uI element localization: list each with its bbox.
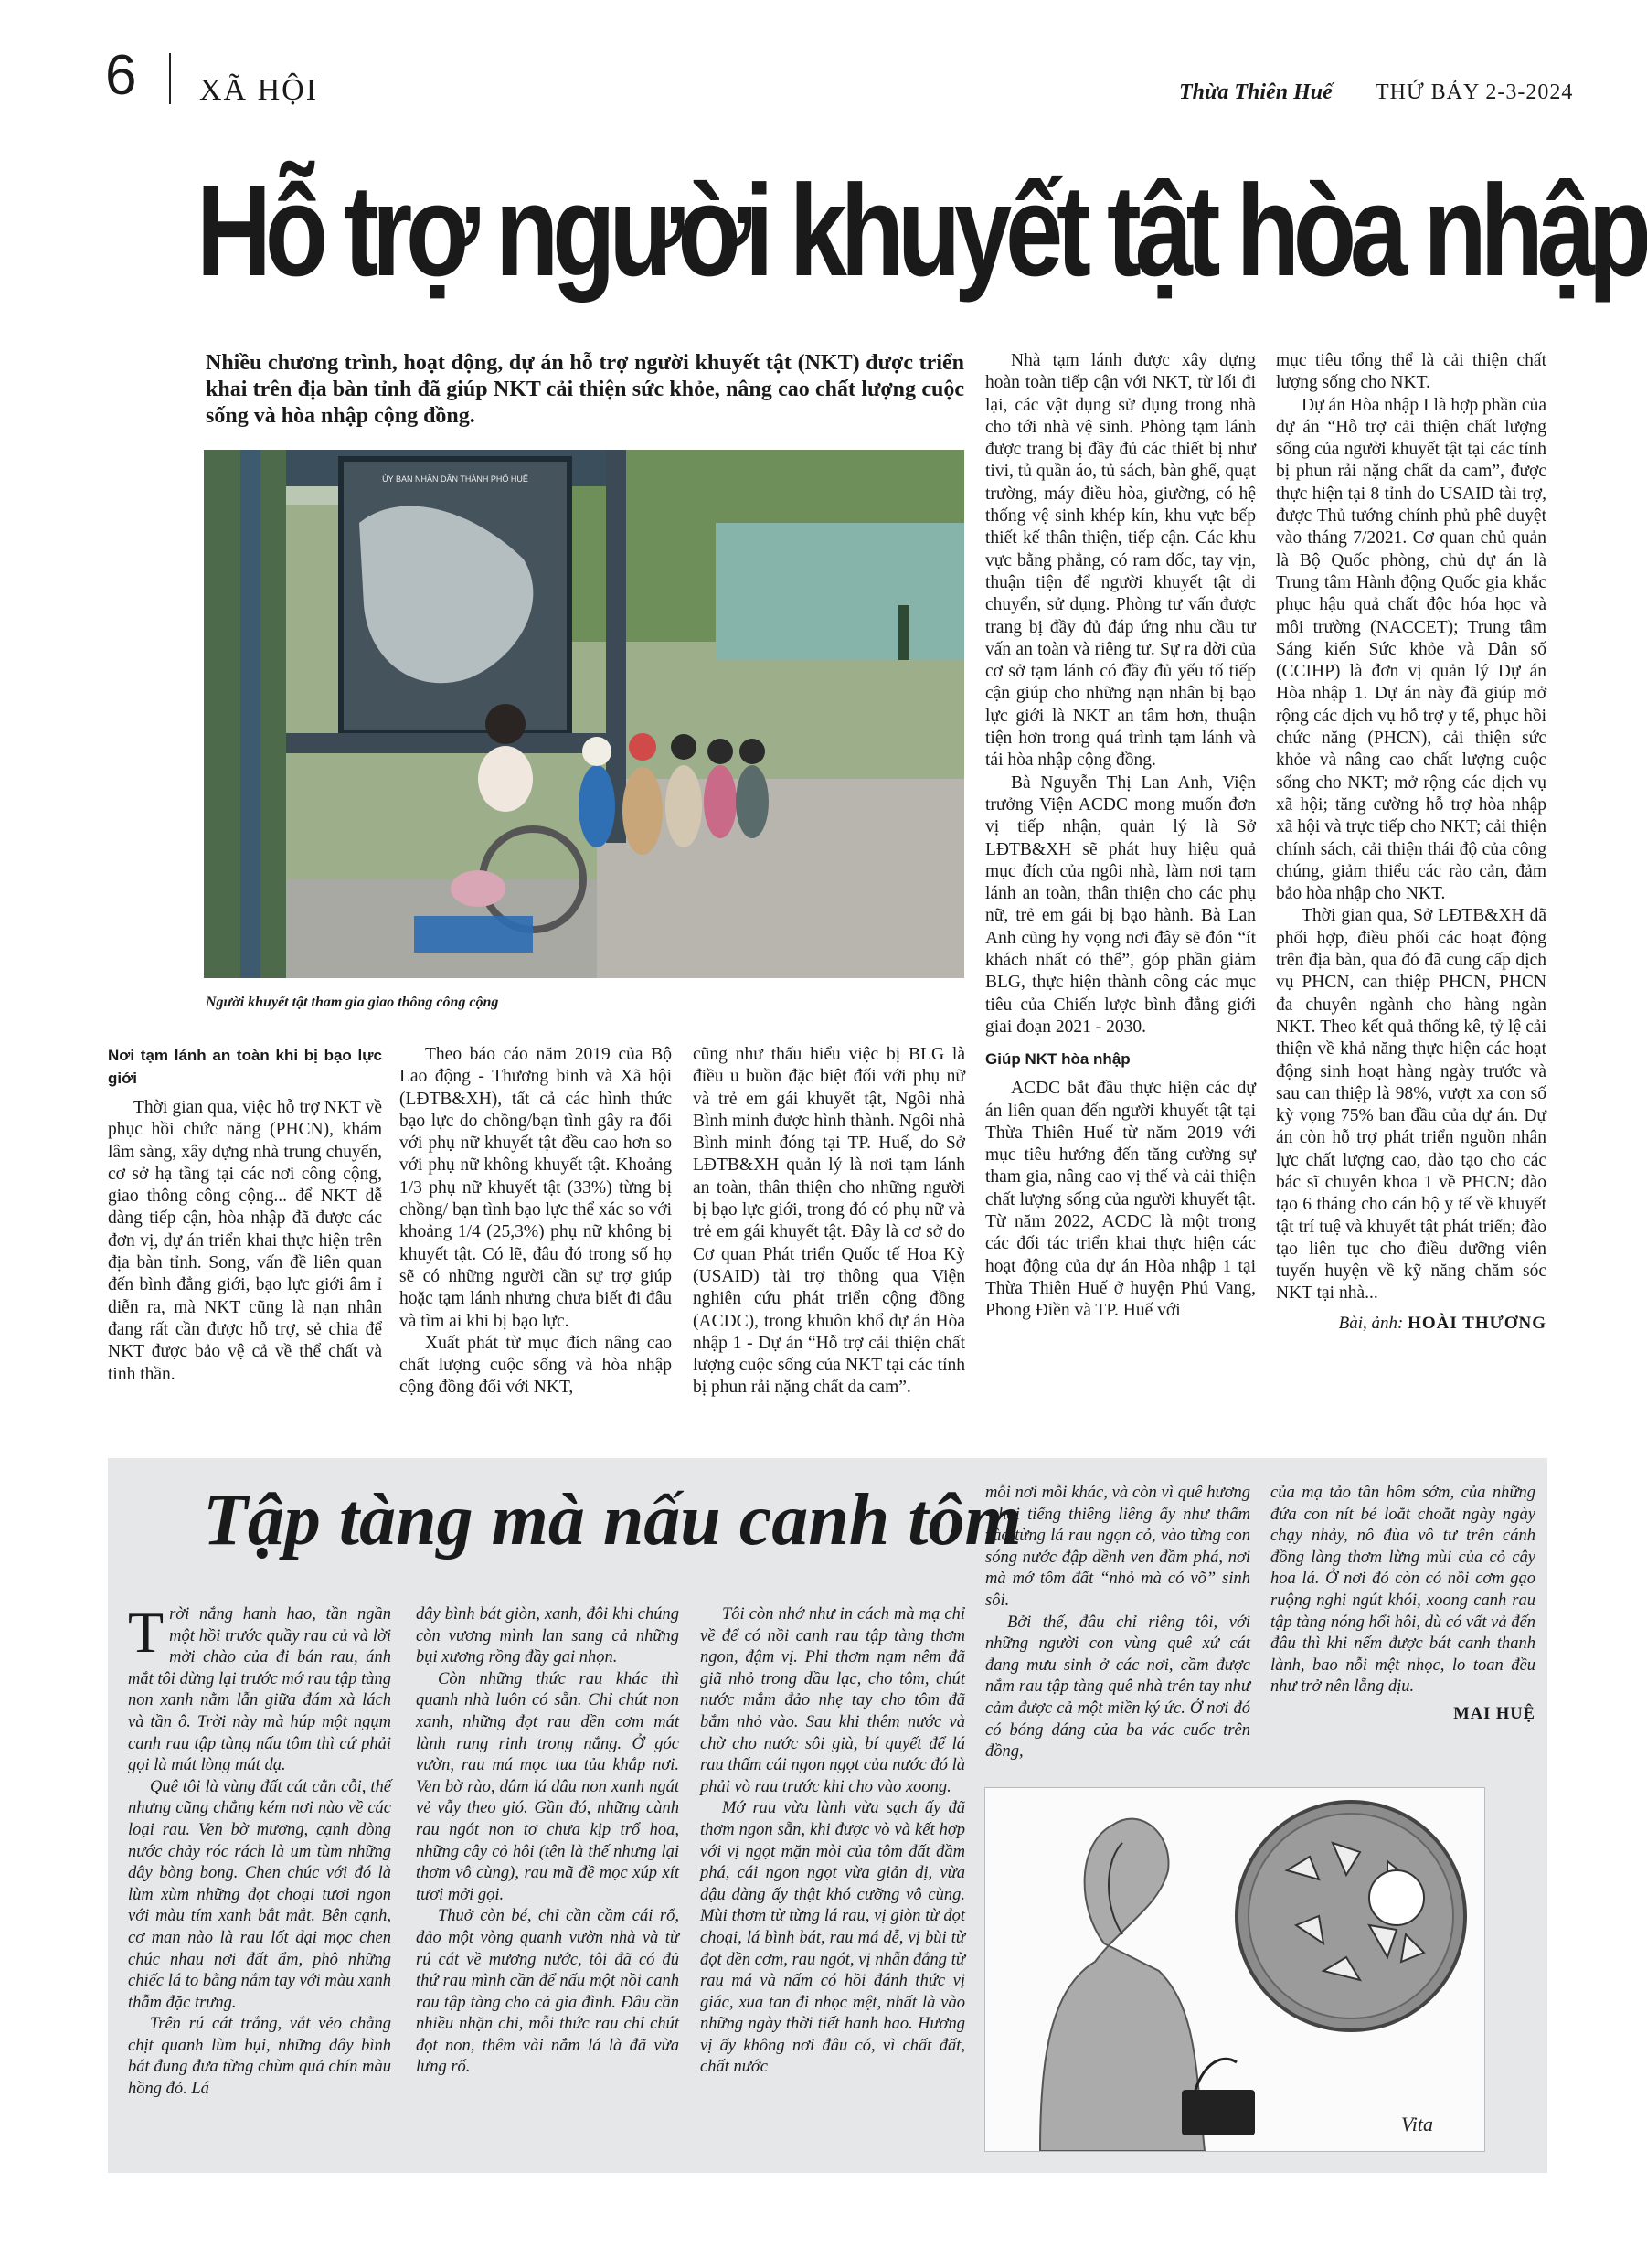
paragraph: Bởi thế, đâu chỉ riêng tôi, với những người con vùng quê xứ cát đang mưu sinh ở các nơi, cầm được nắm rau tập tàng quê nhà trên tay như cảm được cả một miền ký ức. Ở nơi đó có bóng dáng của ba vác cuốc trên đồng,: [985, 1613, 1250, 1762]
paragraph: cũng như thấu hiểu việc bị BLG là điều u buồn đặc biệt đối với phụ nữ và trẻ em gái khuyết tật, Ngôi nhà Bình minh được hình thành. Ngôi nhà Bình minh đóng tại TP. Huế, do Sở LĐTB&XH quản lý là nơi tạm lánh an toàn, thân thiện cho những người bị bạo lực giới, trong đó có phụ nữ và trẻ em gái khuyết tật. Đây là cơ sở do Cơ quan Phát triển Quốc tế Hoa Kỳ (USAID) tài trợ thông qua Viện nghiên cứu phát triển cộng đồng (ACDC), trong khuôn khổ dự án Hòa nhập 1 - Dự án “Hỗ trợ cải thiện chất lượng cuộc sống của NKT tại các tỉnh bị phun rải nặng chất da cam”.: [693, 1045, 965, 1398]
paragraph: Tôi còn nhớ như in cách mà mạ chỉ về để có nồi canh rau tập tàng thơm ngon, đậm vị. Phi thơm nạm nêm đã giã nhỏ trong dầu lạc, cho tôm, chút nước mắm đảo nhẹ tay cho tôm đã bắm nhỏ vào. Sau khi thêm nước và chờ cho nước sôi già, bí quyết để lá rau thấm cái ngon ngọt của nước đó là phải vò rau trước khi cho vào xoong.: [700, 1605, 965, 1796]
subhead-integration: Giúp NKT hòa nhập: [985, 1050, 1131, 1069]
paragraph: mỗi nơi mỗi khác, và còn vì quê hương - hai tiếng thiêng liêng ấy như thấm vào từng lá rau ngọn cỏ, vào từng con sóng nước đập dềnh ven đầm phá, nơi mà mớ tôm đất “nhỏ mà có võ” sinh sôi.: [985, 1484, 1250, 1610]
paragraph: Theo báo cáo năm 2019 của Bộ Lao động - Thương binh và Xã hội (LĐTB&XH), tất cả các hình thức bạo lực do chồng/bạn tình gây ra đối với phụ nữ khuyết tật đều cao hơn so với phụ nữ không khuyết tật. Khoảng 1/3 phụ nữ khuyết tật (33%) từng bị chồng/ bạn tình bạo lực thể xác so với khoảng 1/4 (25,3%) phụ nữ không bị khuyết tật. Có lẽ, đâu đó trong số họ sẽ có những người cần sự trợ giúp hoặc tạm lánh nhưng chưa biết đi đâu và tìm ai khi bị bạo lực.: [399, 1045, 672, 1331]
paragraph-text: rời nắng hanh hao, tần ngần một hồi trước quầy rau củ và lời mời chào của đi bán rau, ánh mắt tôi dừng lại trước mớ rau tập tàng non xanh nằm lẫn giữa đám xà lách và tần ô. Trời này mà húp một ngụm canh rau tập tàng nấu tôm thì cứ phải gọi là mát lòng mát dạ.: [128, 1605, 391, 1775]
publication-name: Thừa Thiên Huế: [1179, 80, 1333, 104]
woman-with-basket-drawing: [985, 1788, 1484, 2151]
byline-label: Bài, ảnh:: [1338, 1313, 1404, 1333]
essay-illustration: [984, 1787, 1485, 2152]
paragraph: Thời gian qua, việc hỗ trợ NKT về phục hồi chức năng (PHCN), khám lâm sàng, xây dựng nhà trung chuyển, cơ sở hạ tầng tại các nơi công cộng, giao thông công cộng... để NKT dễ dàng tiếp cận, hòa nhập đã được các đơn vị, dự án triển khai thực hiện trên địa bàn tỉnh. Song, vấn đề liên quan đến bình đẳng giới, bạo lực giới âm ỉ diễn ra, mà NKT cũng là nạn nhân đang rất cần được hỗ trợ, sẻ chia để NKT được bảo vệ cả về thể chất và tinh thần.: [108, 1098, 382, 1384]
byline-author: HOÀI THƯƠNG: [1408, 1313, 1546, 1333]
paragraph: Quê tôi là vùng đất cát cằn cỗi, thế nhưng cũng chẳng kém nơi nào về các loại rau. Ven bờ mương, cạnh dòng nước chảy róc rách là um tùm những dây bòng bong. Chen chúc với đó là lùm xùm những đọt choại tươi ngon với màu tím xanh bắt mắt. Bên cạnh, cơ man nào là rau lốt dại mọc chen chúc nhau nơi đất ẩm, phô những chiếc lá to bằng nắm tay với màu xanh thẫm đặc trưng.: [128, 1777, 391, 2012]
paragraph: Dự án Hòa nhập I là hợp phần của dự án “Hỗ trợ cải thiện chất lượng sống của người khuyết tật tại các tỉnh bị phun rải nặng chất da cam”, được thực hiện tại 8 tỉnh do USAID tài trợ, được Thủ tướng chính phủ phê duyệt vào tháng 7/2021. Cơ quan chủ quản là Bộ Quốc phòng, chủ dự án là Trung tâm Hành động Quốc gia khắc phục hậu quả chất độc hóa học và môi trường (NACCET); Trung tâm Sáng kiến Sức khỏe và Dân số (CCIHP) là đơn vị quản lý Dự án Hòa nhập 1. Dự án này đã giúp mở rộng các dịch vụ hỗ trợ y tế, phục hồi chức năng (PHCN), cải thiện sức khỏe và nâng cao chất lượng cuộc sống cho NKT; mở rộng các dịch vụ xã hội; tăng cường hỗ trợ hòa nhập xã hội và trực tiếp cho NKT; cải thiện chính sách, cải thiện thái độ của công chúng, giảm thiểu các rào cản, đảm bảo hòa nhập cho NKT.: [1276, 395, 1546, 904]
article-byline: [1276, 1313, 1546, 1335]
article-column-1: [108, 1044, 382, 1386]
photo-caption: Người khuyết tật tham gia giao thông công cộng: [206, 995, 499, 1010]
article-column-5: [1276, 350, 1546, 1335]
paragraph: Thuở còn bé, chỉ cần cầm cái rổ, đảo một vòng quanh vườn nhà và từ rú cát về mương nước, tôi đã có đủ thứ rau mình cần để nấu một nồi canh rau tập tàng cho cả gia đình. Đâu cần nhiều nhặn chi, mỗi thức rau chỉ chút đọt non, thêm vài nắm lá là đã vừa lưng rổ.: [416, 1907, 679, 2077]
drop-cap: T: [128, 1600, 165, 1665]
header-divider: [169, 53, 171, 104]
paragraph: Thời gian qua, Sở LĐTB&XH đã phối hợp, điều phối các hoạt động trên địa bàn, qua đó đã cung cấp dịch vụ PHCN, can thiệp PHCN, PHCN đa chuyên ngành cho hàng ngàn NKT. Theo kết quả thống kê, tỷ lệ cải thiện về khả năng thực hiện các hoạt động sinh hoạt hàng ngày trước và sau can thiệp là 98%, vượt xa con số kỳ vọng 75% ban đầu của dự án. Dự án còn hỗ trợ phát triển nguồn nhân lực chất lượng cao, đào tạo cho các bác sĩ chuyên khoa 1 về PHCN; đào tạo 6 tháng cho cán bộ y tế về khuyết tật trí tuệ và khuyết tật phát triển; đào tạo liên tục cho điều dưỡng viên tuyến huyện về kỹ năng chăm sóc NKT tại nhà...: [1276, 906, 1546, 1304]
subhead-safe-shelter: Nơi tạm lánh an toàn khi bị bạo lực giới: [108, 1047, 382, 1087]
essay-column-2: [416, 1604, 679, 2079]
paragraph: [128, 1600, 391, 1777]
paragraph: Mớ rau vừa lành vừa sạch ấy đã thơm ngon sẵn, khi được vò và kết hợp với vị ngọt mặn mòi của tôm đất đầm phá, cái ngon ngọt vừa giản dị, vừa dậu dàng ấy thật khó cưỡng vô cùng. Mùi thơm từ từng lá rau, vị giòn từ đọt choại, lá bình bát, rau má dễ, vị bùi từ đọt dền cơm, rau ngót, vị nhẫn đắng từ rau má và nấm có hồi đánh thức vị giác, xua tan đi nhọc mệt, nhất là vào những ngày thời tiết hanh hao. Hương vị ấy không nơi đâu có, vì chất đất, chất nước: [700, 1799, 965, 2077]
paragraph: của mạ tảo tần hôm sớm, của những đứa con nít bé loắt choắt ngày ngày chạy nhảy, nô đùa vô tư trên cánh đồng làng thơm lừng mùi của cỏ cây hoa lá. Ở nơi đó còn có nồi cơm gạo ruộng nghi ngút khói, xoong canh rau tập tàng nóng hổi hôi, dù có vất vả đến đâu thì khi nếm được bát canh thanh lành, bao nỗi mệt nhọc, lo toan đều như trở nên lẵng dịu.: [1270, 1484, 1535, 1697]
paragraph: Nhà tạm lánh được xây dựng hoàn toàn tiếp cận với NKT, từ lối đi lại, các vật dụng sử dụng trong nhà cho tới nhà vệ sinh. Phòng tạm lánh được trang bị đầy đủ các thiết bị như tivi, tủ quần áo, tủ sách, bàn ghế, quạt trường, máy điều hòa, giường, có hệ thống vệ sinh khép kín, khu vực bếp thiết kế thân thiện, tiếp cận. Các khu vực bằng phẳng, có ram dốc, tay vịn, thuận tiện để người khuyết tật di chuyển, sử dụng. Phòng tư vấn được trang bị đầy đủ đáp ứng nhu cầu tư vấn an toàn và riêng tư. Sự ra đời của cơ sở tạm lánh có đầy đủ yếu tố tiếp cận giúp cho những nạn nhân bị bạo lực giới là NKT an tâm hơn, thuận tiện hơn trong quá trình tạm lánh và tái hòa nhập cộng đồng.: [985, 351, 1256, 771]
paragraph: Còn những thức rau khác thì quanh nhà luôn có sẵn. Chỉ chút non xanh, những đọt rau dền cơm mát lành rung rinh trong nắng. Ở góc vườn, rau má mọc tua tủa khắp nơi. Ven bờ rào, dâm lá dâu non xanh ngát vẻ vẫy theo gió. Gần đó, những cành rau ngót non tơ chưa kịp trổ hoa, những cây cỏ hôi (tên là thế nhưng lại thơm vô cùng), rau mã đề mọc xúp xít tươi mởi gọi.: [416, 1669, 679, 1904]
photo-sign-text: ỦY BAN NHÂN DÂN THÀNH PHỐ HUẾ: [382, 474, 528, 484]
bus-stop-photo: [204, 450, 964, 978]
essay-column-1: [128, 1600, 391, 2101]
paragraph: dây bình bát giòn, xanh, đôi khi chúng còn vương mình lan sang cả những bụi xương rồng đầy gai nhọn.: [416, 1605, 679, 1667]
article-headline: Hỗ trợ người khuyết tật hòa nhập: [197, 158, 1645, 303]
essay-column-3: [700, 1604, 965, 2079]
page-number: 6: [105, 44, 137, 107]
essay-column-5: [1270, 1483, 1535, 1726]
paragraph: ACDC bắt đầu thực hiện các dự án liên quan đến người khuyết tật tại Thừa Thiên Huế từ năm 2019 với mục tiêu hướng đến tăng cường sự tham gia, nâng cao vị thế và cải thiện chất lượng sống của người khuyết tật. Từ năm 2022, ACDC là một trong các đối tác triển khai thực hiện các hoạt động của dự án Hòa nhập 1 tại Thừa Thiên Huế ở huyện Phú Vang, Phong Điền và TP. Huế với: [985, 1079, 1256, 1321]
article-column-2: [399, 1044, 672, 1400]
paragraph: Xuất phát từ mục đích nâng cao chất lượng cuộc sống và hòa nhập cộng đồng đối với NKT,: [399, 1333, 672, 1398]
paragraph: Trên rú cát trắng, vắt vẻo chằng chịt quanh lùm bụi, những dây bình bát đung đưa từng chùm quả chín màu hồng đỏ. Lá: [128, 2015, 391, 2099]
paragraph: mục tiêu tổng thể là cải thiện chất lượng sống cho NKT.: [1276, 351, 1546, 393]
issue-date: THỨ BẢY 2-3-2024: [1376, 80, 1574, 104]
article-photo: [204, 450, 964, 978]
paragraph: Bà Nguyễn Thị Lan Anh, Viện trưởng Viện ACDC mong muốn đơn vị tiếp nhận, quản lý là Sở LĐTB&XH sẽ phát huy hiệu quả mục đích của ngôi nhà, làm nơi tạm lánh an toàn, thân thiện cho các phụ nữ, trẻ em gái bị bạo hành. Bà Lan Anh cũng hy vọng nơi đây sẽ đón “ít khách nhất có thể”, góp phần giảm BLG, thực hiện thành công các mục tiêu của Chiến lược bình đẳng giới giai đoạn 2021 - 2030.: [985, 772, 1256, 1037]
illustrator-signature: Vita: [1401, 2113, 1434, 2135]
essay-column-4: [985, 1483, 1250, 1763]
article-lead: Nhiều chương trình, hoạt động, dự án hỗ trợ người khuyết tật (NKT) được triển khai trên địa bàn tỉnh đã giúp NKT cải thiện sức khỏe, nâng cao chất lượng cuộc sống và hòa nhập cộng đồng.: [206, 351, 964, 428]
section-label: XÃ HỘI: [199, 73, 319, 107]
essay-title: Tập tàng mà nấu canh tôm: [203, 1480, 1022, 1560]
article-column-3: [693, 1044, 965, 1400]
essay-author: MAI HUỆ: [1453, 1704, 1535, 1723]
article-column-4: [985, 350, 1256, 1322]
